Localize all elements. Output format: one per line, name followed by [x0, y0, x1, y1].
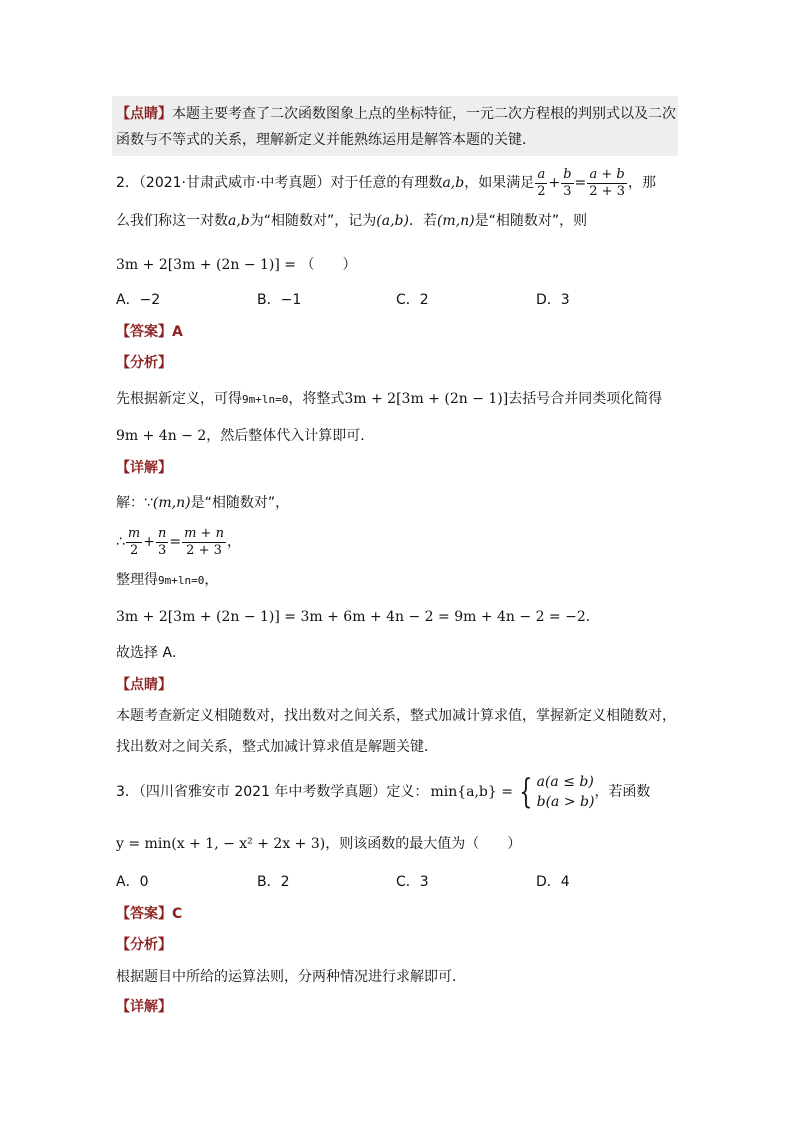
q3-analysis-tag: 【分析】	[116, 937, 172, 953]
q2-detail-tag: 【详解】	[116, 460, 172, 476]
q2-solution-line-2: ∴ $\frac{m}{2}$ + $\frac{n}{3}$ = $\frac{m + n}{2 + 3}$ ，	[116, 525, 241, 558]
q2-option-c: C．2	[396, 292, 429, 308]
q3-intro: 3．（四川省雅安市 2021 年中考数学真题）定义：	[116, 784, 429, 800]
q2-tip-tag: 【点睛】	[116, 677, 172, 693]
q2-analysis-2b: ，然后整体代入计算即可．	[206, 428, 375, 444]
q2-vars: a,b	[442, 175, 465, 191]
q2-frac-result: $\frac{a + b}{2 + 3}$	[589, 166, 625, 199]
q3-case-2: b(a > b)	[536, 794, 595, 810]
q2-sol-3c: ，	[204, 572, 219, 588]
tip-text-1: 本题主要考查了二次函数图象上点的坐标特征，一元二次方程根的判别式以及二次	[172, 106, 676, 122]
q2-solution-line-3	[116, 570, 218, 591]
q3-detail-tag: 【详解】	[116, 999, 172, 1015]
q2-option-d: D．3	[536, 292, 570, 308]
q2-frac-b: $\frac{b}{3}$	[563, 166, 572, 199]
q3-intro-line	[116, 770, 650, 814]
q2-line2-a: 么我们称这一对数	[116, 213, 228, 229]
q2-line2-pair: (a,b)	[376, 213, 409, 229]
q2-line2-vars: a,b	[228, 213, 250, 229]
q2-tip-line-2: 找出数对之间关系，整式加减计算求值是解题关键．	[116, 739, 438, 755]
q3-function: y = min(x + 1, − x² + 2x + 3)	[116, 836, 326, 852]
q2-expression: 3m + 2[3m + (2n − 1)] = （ ）	[116, 257, 357, 273]
q2-sol-frac-result: $\frac{m + n}{2 + 3}$	[184, 525, 224, 558]
tip-line-2: 函数与不等式的关系，理解新定义并能熟练运用是解答本题的关键．	[116, 132, 536, 148]
q2-line-2	[116, 211, 587, 231]
q2-intro-line: 2．（2021·甘肃武威市·中考真题）对于任意的有理数a,b，如果满足 $\frac{a}{2}$ + $\frac{b}{3}$ = $\frac{a + b}{2 + 3}$ ，那	[116, 166, 656, 199]
q2-tip-line-1: 本题考查新定义相随数对，找出数对之间关系，整式加减计算求值，掌握新定义相随数对，	[116, 708, 676, 724]
q2-solution-line-5: 故选择 A．	[116, 645, 187, 661]
q2-solution-line-1	[116, 493, 289, 513]
q3-function-line	[116, 834, 521, 854]
q2-analysis-1a: 先根据新定义，可得	[116, 391, 242, 407]
tip-line-1	[116, 104, 676, 124]
q2-analysis-1b: 9m+ln=0	[242, 393, 289, 406]
q3-option-d: D．4	[536, 874, 570, 890]
q2-sol-1c: 是“相随数对”，	[190, 495, 290, 511]
q3-case-1: a(a ≤ b)	[536, 774, 594, 790]
q2-sol-frac-a: $\frac{m}{2}$	[127, 525, 141, 558]
left-brace-icon: {	[519, 772, 533, 812]
q2-intro-end: ，那	[627, 175, 656, 191]
therefore-symbol: ∴	[116, 534, 125, 550]
q2-line2-c: ．若	[408, 213, 437, 229]
q3-option-b: B．2	[257, 874, 290, 890]
q2-analysis-tag: 【分析】	[116, 355, 172, 371]
tip-tag: 【点睛】	[116, 106, 172, 122]
q2-solution-line-4: 3m + 2[3m + (2n − 1)] = 3m + 6m + 4n − 2 = 9m + 4n − 2 = −2．	[116, 609, 600, 625]
q3-intro-end: ，若函数	[594, 784, 651, 800]
q2-line2-mn: (m,n)	[436, 213, 475, 229]
q3-option-a: A．0	[116, 874, 149, 890]
q2-analysis-1e: 去括号合并同类项化简得	[508, 391, 663, 407]
q2-sol-3b: 9m+ln=0	[158, 574, 205, 587]
q2-option-a: A．−2	[116, 292, 161, 308]
q2-analysis-line-2	[116, 426, 374, 446]
q3-piecewise	[515, 772, 594, 812]
q2-sol-3a: 整理得	[116, 572, 158, 588]
q3-option-c: C．3	[396, 874, 429, 890]
q2-analysis-1c: ，将整式	[288, 391, 345, 407]
q2-sol-2-end: ，	[226, 534, 241, 550]
q2-analysis-2a: 9m + 4n − 2	[116, 428, 207, 444]
q2-analysis-line-1	[116, 389, 662, 410]
q2-intro-tail: ，如果满足	[464, 175, 535, 191]
q2-sol-1b: (m,n)	[152, 495, 191, 511]
q2-intro: 2．（2021·甘肃武威市·中考真题）对于任意的有理数	[116, 175, 443, 191]
q3-analysis-text: 根据题目中所给的运算法则，分两种情况进行求解即可．	[116, 969, 466, 985]
q2-frac-a: $\frac{a}{2}$	[537, 166, 546, 199]
q2-analysis-1d: 3m + 2[3m + (2n − 1)]	[344, 391, 509, 407]
q2-answer: 【答案】A	[116, 324, 183, 340]
q2-sol-frac-b: $\frac{n}{3}$	[157, 525, 167, 558]
q3-min-def: min{a,b} =	[430, 784, 513, 800]
q3-function-tail: ，则该函数的最大值为（ ）	[325, 836, 522, 852]
q3-answer: 【答案】C	[116, 906, 183, 922]
q2-option-b: B．−1	[257, 292, 302, 308]
q2-line2-d: 是“相随数对”，则	[474, 213, 588, 229]
q2-line2-b: 为“相随数对”，记为	[249, 213, 377, 229]
q2-sol-1a: 解：∵	[116, 495, 153, 511]
